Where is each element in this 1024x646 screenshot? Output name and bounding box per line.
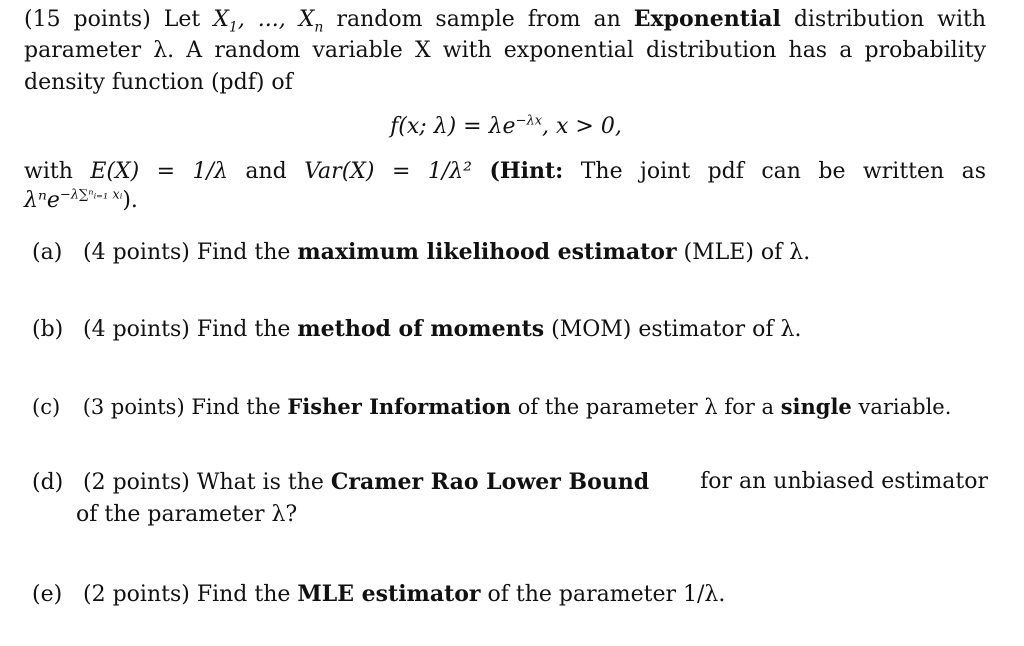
part-a-label: (a) <box>32 240 63 265</box>
intro-random-sample: random sample from an <box>336 7 621 32</box>
part-d-line-1 <box>32 466 988 499</box>
and-text: and <box>245 159 287 184</box>
part-a-points: (4 points) <box>83 240 190 265</box>
variance: Var(X) = 1/λ² <box>304 159 472 184</box>
total-points: (15 points) <box>24 7 151 32</box>
part-a-pre: Find the <box>196 240 291 265</box>
part-b-bold: method of moments <box>297 316 545 342</box>
hint-label: (Hint: <box>489 158 564 184</box>
joint-pdf-end: ). <box>122 188 138 213</box>
part-b <box>32 313 801 346</box>
part-b-post: (MOM) estimator of λ. <box>551 317 802 342</box>
part-d-line-2: of the parameter λ? <box>76 502 298 527</box>
joint-pdf-line <box>24 186 138 216</box>
exam-question <box>24 0 988 646</box>
part-e-post: of the parameter 1/λ. <box>487 582 726 607</box>
part-c-mid: of the parameter λ for a <box>517 395 774 419</box>
part-d-left <box>32 466 649 499</box>
intro-line-3: density function (pdf) of <box>24 70 293 95</box>
part-d-pre: What is the <box>196 470 324 495</box>
pdf-exponent: −λx <box>515 113 543 129</box>
intro-let: Let <box>163 7 201 32</box>
pdf-formula <box>24 112 988 142</box>
with-text: with <box>24 159 73 184</box>
joint-pdf-exponent: −λ∑ⁿᵢ₌₁ xᵢ <box>59 187 123 203</box>
part-e <box>32 578 725 611</box>
part-b-points: (4 points) <box>83 317 190 342</box>
part-a-post: (MLE) of λ. <box>683 240 811 265</box>
pdf-condition: , x > 0, <box>542 114 622 139</box>
sample-variables: $X_1$, ..., $X_n$ <box>213 7 324 36</box>
part-a <box>32 236 810 269</box>
intro-distribution-with: distribution with <box>793 7 987 32</box>
hint-text: The joint pdf can be written as <box>580 159 987 184</box>
part-d-bold: Cramer Rao Lower Bound <box>330 469 650 495</box>
part-b-label: (b) <box>32 317 64 342</box>
intro-line-2: parameter λ. A random variable X with exponential distribution has a probability <box>24 38 986 63</box>
part-d-post: for an unbiased estimator <box>700 469 988 494</box>
intro-line-1 <box>24 4 986 35</box>
part-e-label: (e) <box>32 582 63 607</box>
part-c-bold: Fisher Information <box>287 394 512 419</box>
part-e-points: (2 points) <box>83 582 190 607</box>
part-e-bold: MLE estimator <box>297 581 481 607</box>
part-c-bold2: single <box>780 394 852 419</box>
part-a-bold: maximum likelihood estimator <box>297 239 677 265</box>
part-c <box>32 391 951 423</box>
part-e-pre: Find the <box>196 582 291 607</box>
distribution-name: Exponential <box>633 6 781 32</box>
expected-value: E(X) = 1/λ <box>90 159 228 184</box>
part-c-post: variable. <box>858 395 952 419</box>
joint-pdf-main: λⁿe <box>24 188 60 213</box>
part-d-points: (2 points) <box>83 470 190 495</box>
part-c-label: (c) <box>32 395 61 419</box>
part-b-pre: Find the <box>196 317 291 342</box>
pdf-formula-main: f(x; λ) = λe <box>390 114 516 139</box>
moments-hint-line <box>24 156 986 187</box>
part-d-label: (d) <box>32 470 64 495</box>
part-c-points: (3 points) <box>82 395 185 419</box>
part-c-pre: Find the <box>191 395 281 419</box>
part-d <box>32 466 988 531</box>
